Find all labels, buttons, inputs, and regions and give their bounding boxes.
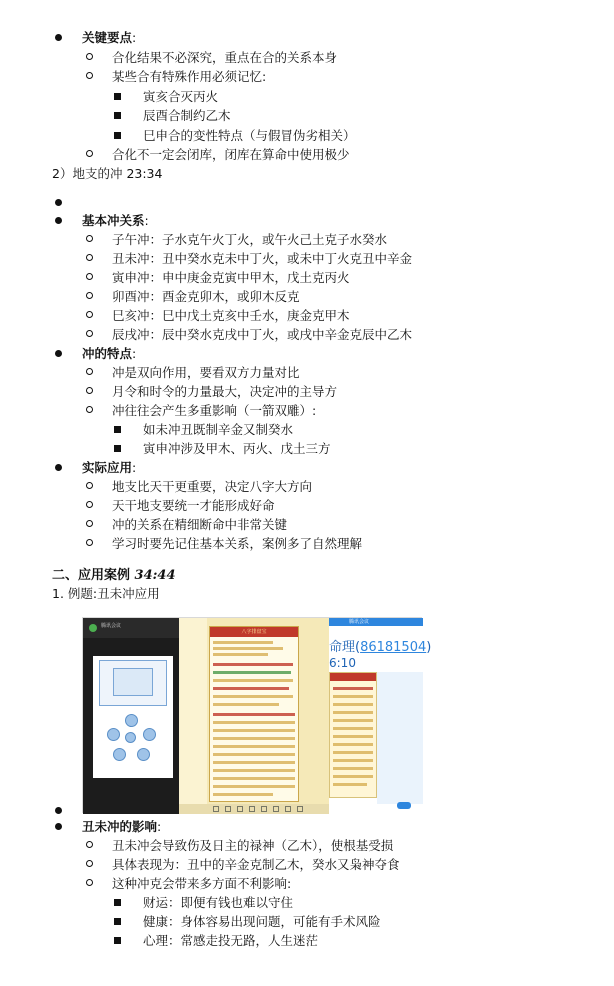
shared-diagram: [93, 656, 173, 778]
circle-bullet-icon: [86, 387, 93, 394]
list-item-text: 巳亥冲：巳中戊土克亥中壬水，庚金克甲木: [112, 308, 350, 323]
square-bullet-icon: [114, 899, 121, 906]
diagram-node: [107, 728, 120, 741]
list-item-text: 财运：即便有钱也难以守住: [143, 895, 294, 910]
tool-icon[interactable]: [285, 806, 291, 812]
chart-row: [213, 737, 295, 740]
circle-bullet-icon: [86, 273, 93, 280]
tool-icon[interactable]: [225, 806, 231, 812]
meeting-title: 腾讯会议: [101, 623, 122, 629]
list-item-text: 辰戌冲：辰中癸水克戌中丁火，或戌中辛金克辰中乙木: [112, 327, 413, 342]
chart-row: [333, 727, 373, 730]
chart-row: [213, 761, 295, 764]
embedded-screenshot: [82, 617, 432, 813]
tool-icon[interactable]: [261, 806, 267, 812]
circle-bullet-icon: [86, 860, 93, 867]
circle-bullet-icon: [86, 330, 93, 337]
square-bullet-icon: [114, 132, 121, 139]
list-item-text: 地支比天干更重要，决定八字大方向: [112, 479, 313, 494]
circle-bullet-icon: [86, 841, 93, 848]
square-bullet-icon: [114, 445, 121, 452]
list-item-text: 冲的关系在精细断命中非常关键: [112, 517, 288, 532]
chart-row: [213, 687, 289, 690]
chart-row: [213, 793, 273, 796]
list-item-text: 寅亥合灭丙火: [143, 89, 219, 104]
tool-icon[interactable]: [297, 806, 303, 812]
tool-icon[interactable]: [273, 806, 279, 812]
room-prefix: 命理(: [329, 640, 361, 655]
list-item-text: 巳申合的变性特点（与假冒伪劣相关）: [143, 128, 356, 143]
chart-row: [213, 663, 293, 666]
send-button[interactable]: [397, 802, 411, 809]
list-item-text: 合化不一定会闭库，闭库在算命中使用极少: [112, 147, 350, 162]
chart-row: [333, 695, 373, 698]
meeting-window: [83, 618, 179, 814]
tool-icon[interactable]: [237, 806, 243, 812]
practical-title: 实际应用: [82, 460, 133, 475]
chou-wei-title: 丑未冲的影响: [82, 819, 158, 834]
example-label: 1. 例题:丑未冲应用: [52, 586, 160, 601]
chart-row: [333, 767, 373, 770]
circle-bullet-icon: [86, 292, 93, 299]
list-item-text: 月令和时令的力量最大，决定冲的主导方: [112, 384, 338, 399]
chart-row: [213, 679, 293, 682]
meeting-time: 6:10: [329, 656, 356, 670]
circle-bullet-icon: [86, 501, 93, 508]
chart-row: [333, 759, 373, 762]
chong-heading-label: 2）地支的冲: [52, 166, 123, 181]
list-item-text: 健康：身体容易出现问题，可能有手术风险: [143, 914, 381, 929]
chart-row: [213, 695, 293, 698]
circle-bullet-icon: [86, 879, 93, 886]
circle-bullet-icon: [86, 368, 93, 375]
timestamp-link[interactable]: 34:44: [134, 568, 176, 583]
chart-row: [213, 745, 295, 748]
colon: :: [132, 30, 137, 45]
chart-row: [333, 783, 367, 786]
side-panel: [179, 618, 207, 814]
right-window: [329, 618, 432, 814]
diagram-box: [113, 668, 153, 696]
document-header: [330, 673, 376, 681]
bullet-icon: [55, 823, 62, 830]
list-item-text: 如未冲丑既制辛金又制癸水: [143, 422, 294, 437]
list-item-text: 丑未冲：丑中癸水克未中丁火，或未中丁火克丑中辛金: [112, 251, 413, 266]
bullet-icon: [55, 464, 62, 471]
chart-row: [213, 703, 279, 706]
chart-row: [333, 711, 373, 714]
chart-row: [213, 785, 295, 788]
diagram-node: [143, 728, 156, 741]
chart-row: [213, 647, 283, 650]
circle-bullet-icon: [86, 311, 93, 318]
right-titlebar: [329, 618, 423, 626]
circle-bullet-icon: [86, 53, 93, 60]
diagram-node: [137, 748, 150, 761]
square-bullet-icon: [114, 93, 121, 100]
chong-features-title: 冲的特点: [82, 346, 133, 361]
chart-row: [213, 753, 295, 756]
square-bullet-icon: [114, 937, 121, 944]
viewer-toolbar: [179, 804, 329, 814]
case-heading-label: 二、应用案例: [52, 568, 131, 583]
square-bullet-icon: [114, 918, 121, 925]
room-label: [329, 636, 431, 655]
chart-row: [333, 703, 373, 706]
tool-icon[interactable]: [249, 806, 255, 812]
meeting-titlebar: [83, 618, 179, 638]
bullet-icon: [55, 34, 62, 41]
circle-bullet-icon: [86, 254, 93, 261]
chart-row: [333, 687, 373, 690]
diagram-node: [125, 714, 138, 727]
bullet-icon: [55, 217, 62, 224]
colon: :: [144, 213, 149, 228]
circle-bullet-icon: [86, 72, 93, 79]
list-item-text: 卯酉冲：酉金克卯木，或卯木反克: [112, 289, 300, 304]
list-item-text: 合化结果不必深究，重点在合的关系本身: [112, 50, 338, 65]
circle-bullet-icon: [86, 482, 93, 489]
key-points-title: 关键要点: [82, 30, 133, 45]
chart-row: [213, 653, 268, 656]
square-bullet-icon: [114, 426, 121, 433]
circle-bullet-icon: [86, 539, 93, 546]
circle-bullet-icon: [86, 406, 93, 413]
phone-screen: [209, 626, 299, 802]
list-item-text: 这种冲克会带来多方面不利影响:: [112, 876, 292, 891]
chart-row: [333, 775, 373, 778]
tool-icon[interactable]: [213, 806, 219, 812]
circle-bullet-icon: [86, 520, 93, 527]
list-item-text: 天干地支要统一才能形成好命: [112, 498, 275, 513]
colon: :: [132, 346, 137, 361]
chart-row: [213, 721, 295, 724]
list-item-text: 学习时要先记住基本关系，案例多了自然理解: [112, 536, 363, 551]
list-item-text: 丑未冲会导致伤及日主的禄神（乙木），使根基受损: [112, 838, 394, 853]
right-title: 腾讯会议: [349, 619, 370, 625]
phone-title: 八字排盘宝: [241, 629, 267, 635]
chart-row: [213, 769, 295, 772]
circle-bullet-icon: [86, 235, 93, 242]
chart-row: [213, 713, 295, 716]
app-logo-icon: [89, 624, 97, 632]
diagram-node: [113, 748, 126, 761]
list-item-text: 寅申冲涉及甲木、丙火、戊土三方: [143, 441, 331, 456]
chart-row: [213, 641, 273, 644]
chart-row: [333, 735, 373, 738]
bullet-icon: [55, 350, 62, 357]
diagram-node: [125, 732, 136, 743]
list-item-text: 寅申冲：申中庚金克寅中甲木，戊土克丙火: [112, 270, 350, 285]
room-id-link[interactable]: 86181504: [360, 640, 427, 655]
list-item-text: 辰酉合制约乙木: [143, 108, 231, 123]
list-item-text: 具体表现为：丑中的辛金克制乙木，癸水又枭神夺食: [112, 857, 400, 872]
list-item-text: 冲往往会产生多重影响（一箭双雕）:: [112, 403, 317, 418]
bullet-icon: [55, 199, 62, 206]
chart-row: [213, 777, 295, 780]
list-item-text: 某些合有特殊作用必须记忆:: [112, 69, 267, 84]
chart-row: [333, 751, 373, 754]
list-item-text: 心理：常感走投无路，人生迷茫: [143, 933, 319, 948]
chart-row: [213, 729, 295, 732]
room-suffix: ): [426, 640, 432, 655]
list-item-text: 冲是双向作用，要看双方力量对比: [112, 365, 300, 380]
chart-row: [213, 671, 291, 674]
phone-header: [210, 627, 298, 637]
bazi-app-window: [179, 618, 329, 814]
chart-row: [333, 743, 373, 746]
colon: :: [157, 819, 162, 834]
list-item-text: 子午冲：子水克午火丁火，或午火己土克子水癸水: [112, 232, 388, 247]
basic-chong-title: 基本冲关系: [82, 213, 145, 228]
timestamp-link[interactable]: 23:34: [126, 166, 163, 181]
square-bullet-icon: [114, 112, 121, 119]
chart-row: [333, 719, 373, 722]
circle-bullet-icon: [86, 150, 93, 157]
right-document: [329, 672, 377, 798]
colon: :: [132, 460, 137, 475]
side-area: [377, 672, 423, 804]
bullet-icon: [55, 807, 62, 814]
